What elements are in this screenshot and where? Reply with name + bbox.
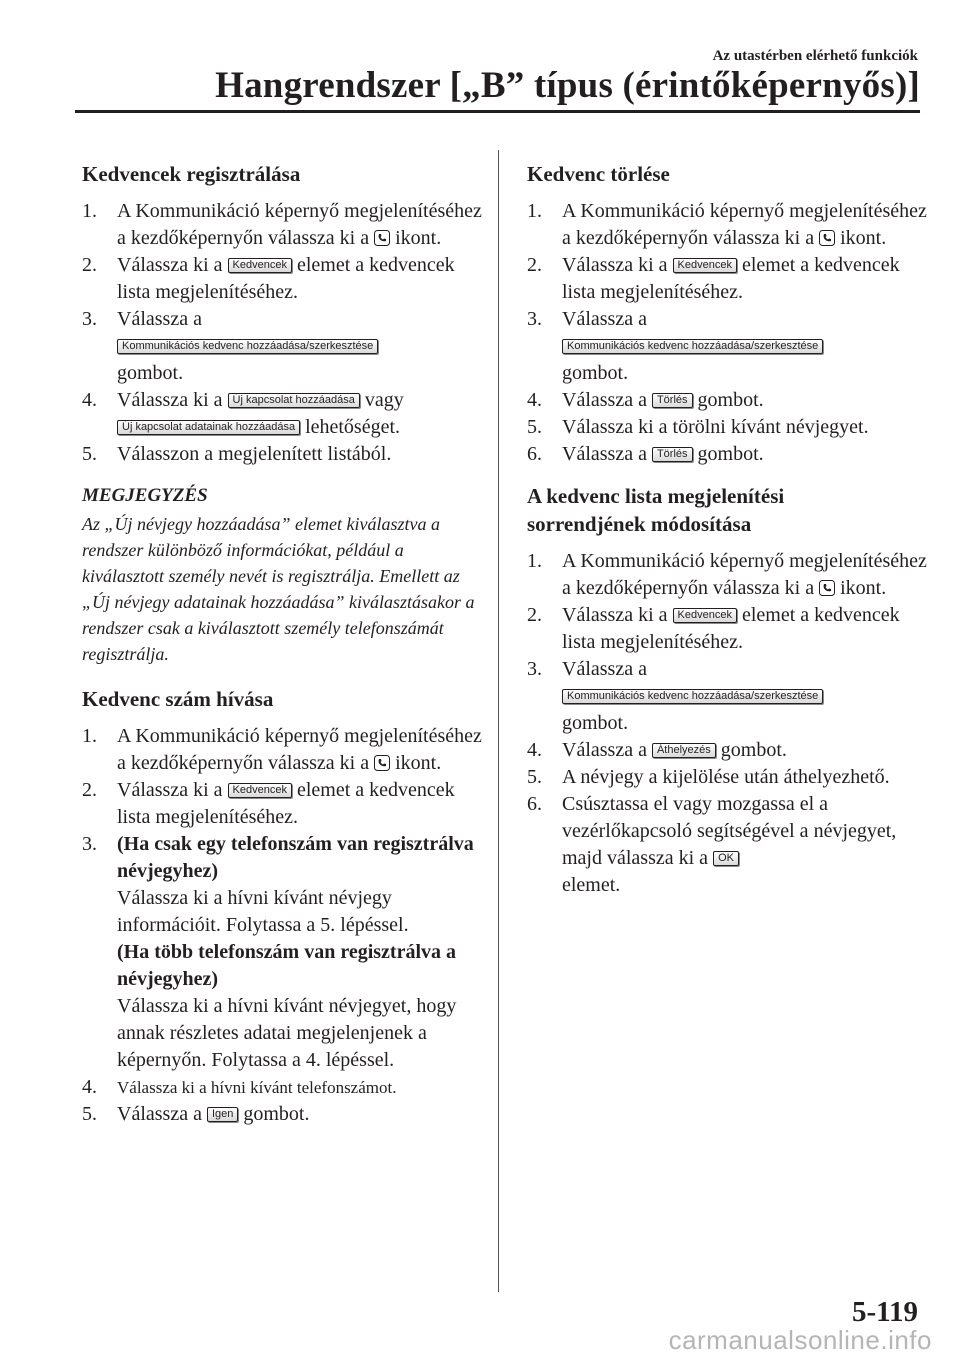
step-number: 5.	[527, 766, 542, 788]
list-item: 1. A Kommunikáció képernyő megjelenítéséhez a kezdőképernyőn válassza ki a ikont.	[82, 200, 482, 249]
ok-button[interactable]: OK	[713, 851, 739, 866]
list-item: 5. Válassza ki a törölni kívánt névjegyet.	[527, 414, 927, 441]
step-number: 6.	[527, 793, 542, 815]
step-number: 1.	[82, 200, 97, 222]
igen-button[interactable]: Igen	[207, 1107, 238, 1122]
torles-button[interactable]: Törlés	[652, 393, 693, 408]
list-item: 2. Válassza ki a Kedvencek elemet a kedvencek lista megjelenítéséhez.	[82, 779, 455, 828]
uj-kapcsolat-hozzaadasa-button[interactable]: Új kapcsolat hozzáadása	[228, 393, 360, 408]
kedvencek-button[interactable]: Kedvencek	[228, 258, 292, 273]
list-item: 1. A Kommunikáció képernyő megjelenítéséhez a kezdőképernyőn válassza ki a ikont.	[527, 200, 927, 249]
torles-button[interactable]: Törlés	[652, 447, 693, 462]
list-item: 4. Válassza ki a Új kapcsolat hozzáadása vagy Új kapcsolat adatainak hozzáadása lehetőséget.	[82, 389, 404, 438]
list-item: 2. Válassza ki a Kedvencek elemet a kedvencek lista megjelenítéséhez.	[527, 604, 900, 653]
phone-icon	[374, 230, 390, 246]
list-item: 3. Válassza a Kommunikációs kedvenc hozzáadása/szerkesztése gombot.	[527, 656, 927, 737]
list-item: 6. Válassza a Törlés gombot.	[527, 441, 927, 468]
list-item: 3. Válassza a Kommunikációs kedvenc hozzáadása/szerkesztése gombot.	[527, 306, 927, 387]
kedvencek-button[interactable]: Kedvencek	[673, 258, 737, 273]
step-number: 3.	[82, 308, 97, 330]
condition-heading: (Ha több telefonszám van regisztrálva a névjegyhez)	[117, 941, 457, 990]
list-item: 5. A névjegy a kijelölése után áthelyezhető.	[527, 764, 927, 791]
call-favorite-steps	[82, 723, 482, 1128]
section-title-register-favorites: Kedvencek regisztrálása	[82, 162, 301, 186]
step-number: 2.	[527, 604, 542, 626]
step-number: 3.	[82, 833, 97, 855]
section-title-delete-favorite: Kedvenc törlése	[527, 162, 670, 186]
step-number: 4.	[82, 1076, 97, 1098]
kedvencek-button[interactable]: Kedvencek	[673, 608, 737, 623]
note-title: MEGJEGYZÉS	[82, 485, 208, 506]
kedvencek-button[interactable]: Kedvencek	[228, 783, 292, 798]
right-column	[527, 160, 927, 913]
list-item: 1. A Kommunikáció képernyő megjelenítéséhez a kezdőképernyőn válassza ki a ikont.	[82, 725, 482, 774]
step-number: 1.	[82, 725, 97, 747]
phone-icon	[819, 580, 835, 596]
step-number: 6.	[527, 443, 542, 465]
step-number: 5.	[82, 1103, 97, 1125]
register-favorites-steps	[82, 198, 482, 468]
list-item: 6. Csúsztassa el vagy mozgassa el a vezérlőkapcsoló segítségével a névjegyet, majd válassza ki a OK elemet.	[527, 793, 897, 896]
kommunikacios-kedvenc-button[interactable]: Kommunikációs kedvenc hozzáadása/szerkesztése	[117, 339, 378, 354]
list-item: 4. Válassza a Áthelyezés gombot.	[527, 737, 927, 764]
kommunikacios-kedvenc-button[interactable]: Kommunikációs kedvenc hozzáadása/szerkesztése	[562, 689, 823, 704]
step-number: 2.	[82, 779, 97, 801]
list-item: 1. A Kommunikáció képernyő megjelenítéséhez a kezdőképernyőn válassza ki a ikont.	[527, 550, 927, 599]
step-number: 4.	[527, 739, 542, 761]
step-number: 2.	[82, 254, 97, 276]
step-number: 2.	[527, 254, 542, 276]
page-title: Hangrendszer [„B” típus (érintőképernyős)]	[215, 65, 920, 106]
section-title-call-favorite: Kedvenc szám hívása	[82, 687, 274, 711]
step-number: 3.	[527, 658, 542, 680]
watermark: carmanualsonline.info	[668, 1325, 932, 1355]
list-item: 4. Válassza ki a hívni kívánt telefonszámot.	[82, 1074, 482, 1101]
list-item: 5. Válassza a Igen gombot.	[82, 1101, 482, 1128]
header-rule	[75, 110, 920, 113]
left-column	[82, 160, 482, 1142]
athelyezes-button[interactable]: Áthelyezés	[652, 743, 716, 758]
uj-kapcsolat-adatainak-button[interactable]: Új kapcsolat adatainak hozzáadása	[117, 420, 300, 435]
list-item: 2. Válassza ki a Kedvencek elemet a kedvencek lista megjelenítéséhez.	[82, 254, 455, 303]
step-number: 5.	[527, 416, 542, 438]
list-item: 3. (Ha csak egy telefonszám van regisztrálva névjegyhez) Válassza ki a hívni kívánt névjegy információit. Folytassa a 5. lépéssel. (Ha több telefonszám van regisztrálva a névjegyhez) Válassza ki a hívni kívánt névjegyet, hogy annak részletes adatai megjelenjenek a képernyőn. Folytassa a 4. lépéssel.	[82, 833, 474, 1071]
kommunikacios-kedvenc-button[interactable]: Kommunikációs kedvenc hozzáadása/szerkesztése	[562, 339, 823, 354]
section-title-reorder-favorites: A kedvenc lista megjelenítési sorrendjének módosítása	[527, 484, 785, 536]
note-body: Az „Új névjegy hozzáadása” elemet kiválasztva a rendszer különböző információkat, például a kiválasztott személy nevét is regisztrálja. Emellett az „Új névjegy adatainak hozzáadása” kiválasztásakor a rendszer csak a kiválasztott személy telefonszámát regisztrálja.	[82, 514, 475, 664]
step-number: 4.	[527, 389, 542, 411]
list-item: 2. Válassza ki a Kedvencek elemet a kedvencek lista megjelenítéséhez.	[527, 254, 900, 303]
list-item: 5. Válasszon a megjelenített listából.	[82, 441, 482, 468]
phone-icon	[819, 230, 835, 246]
phone-icon	[374, 755, 390, 771]
step-number: 1.	[527, 200, 542, 222]
condition-heading: (Ha csak egy telefonszám van regisztrálva névjegyhez)	[117, 833, 474, 882]
reorder-favorites-steps	[527, 548, 927, 899]
step-number: 1.	[527, 550, 542, 572]
step-number: 4.	[82, 389, 97, 411]
column-divider	[498, 150, 499, 1292]
list-item: 3. Válassza a Kommunikációs kedvenc hozzáadása/szerkesztése gombot.	[82, 306, 482, 387]
page-number: 5-119	[851, 1296, 918, 1328]
list-item: 4. Válassza a Törlés gombot.	[527, 387, 927, 414]
delete-favorite-steps	[527, 198, 927, 468]
step-number: 5.	[82, 443, 97, 465]
section-header: Az utastérben elérhető funkciók	[712, 48, 918, 64]
step-number: 3.	[527, 308, 542, 330]
